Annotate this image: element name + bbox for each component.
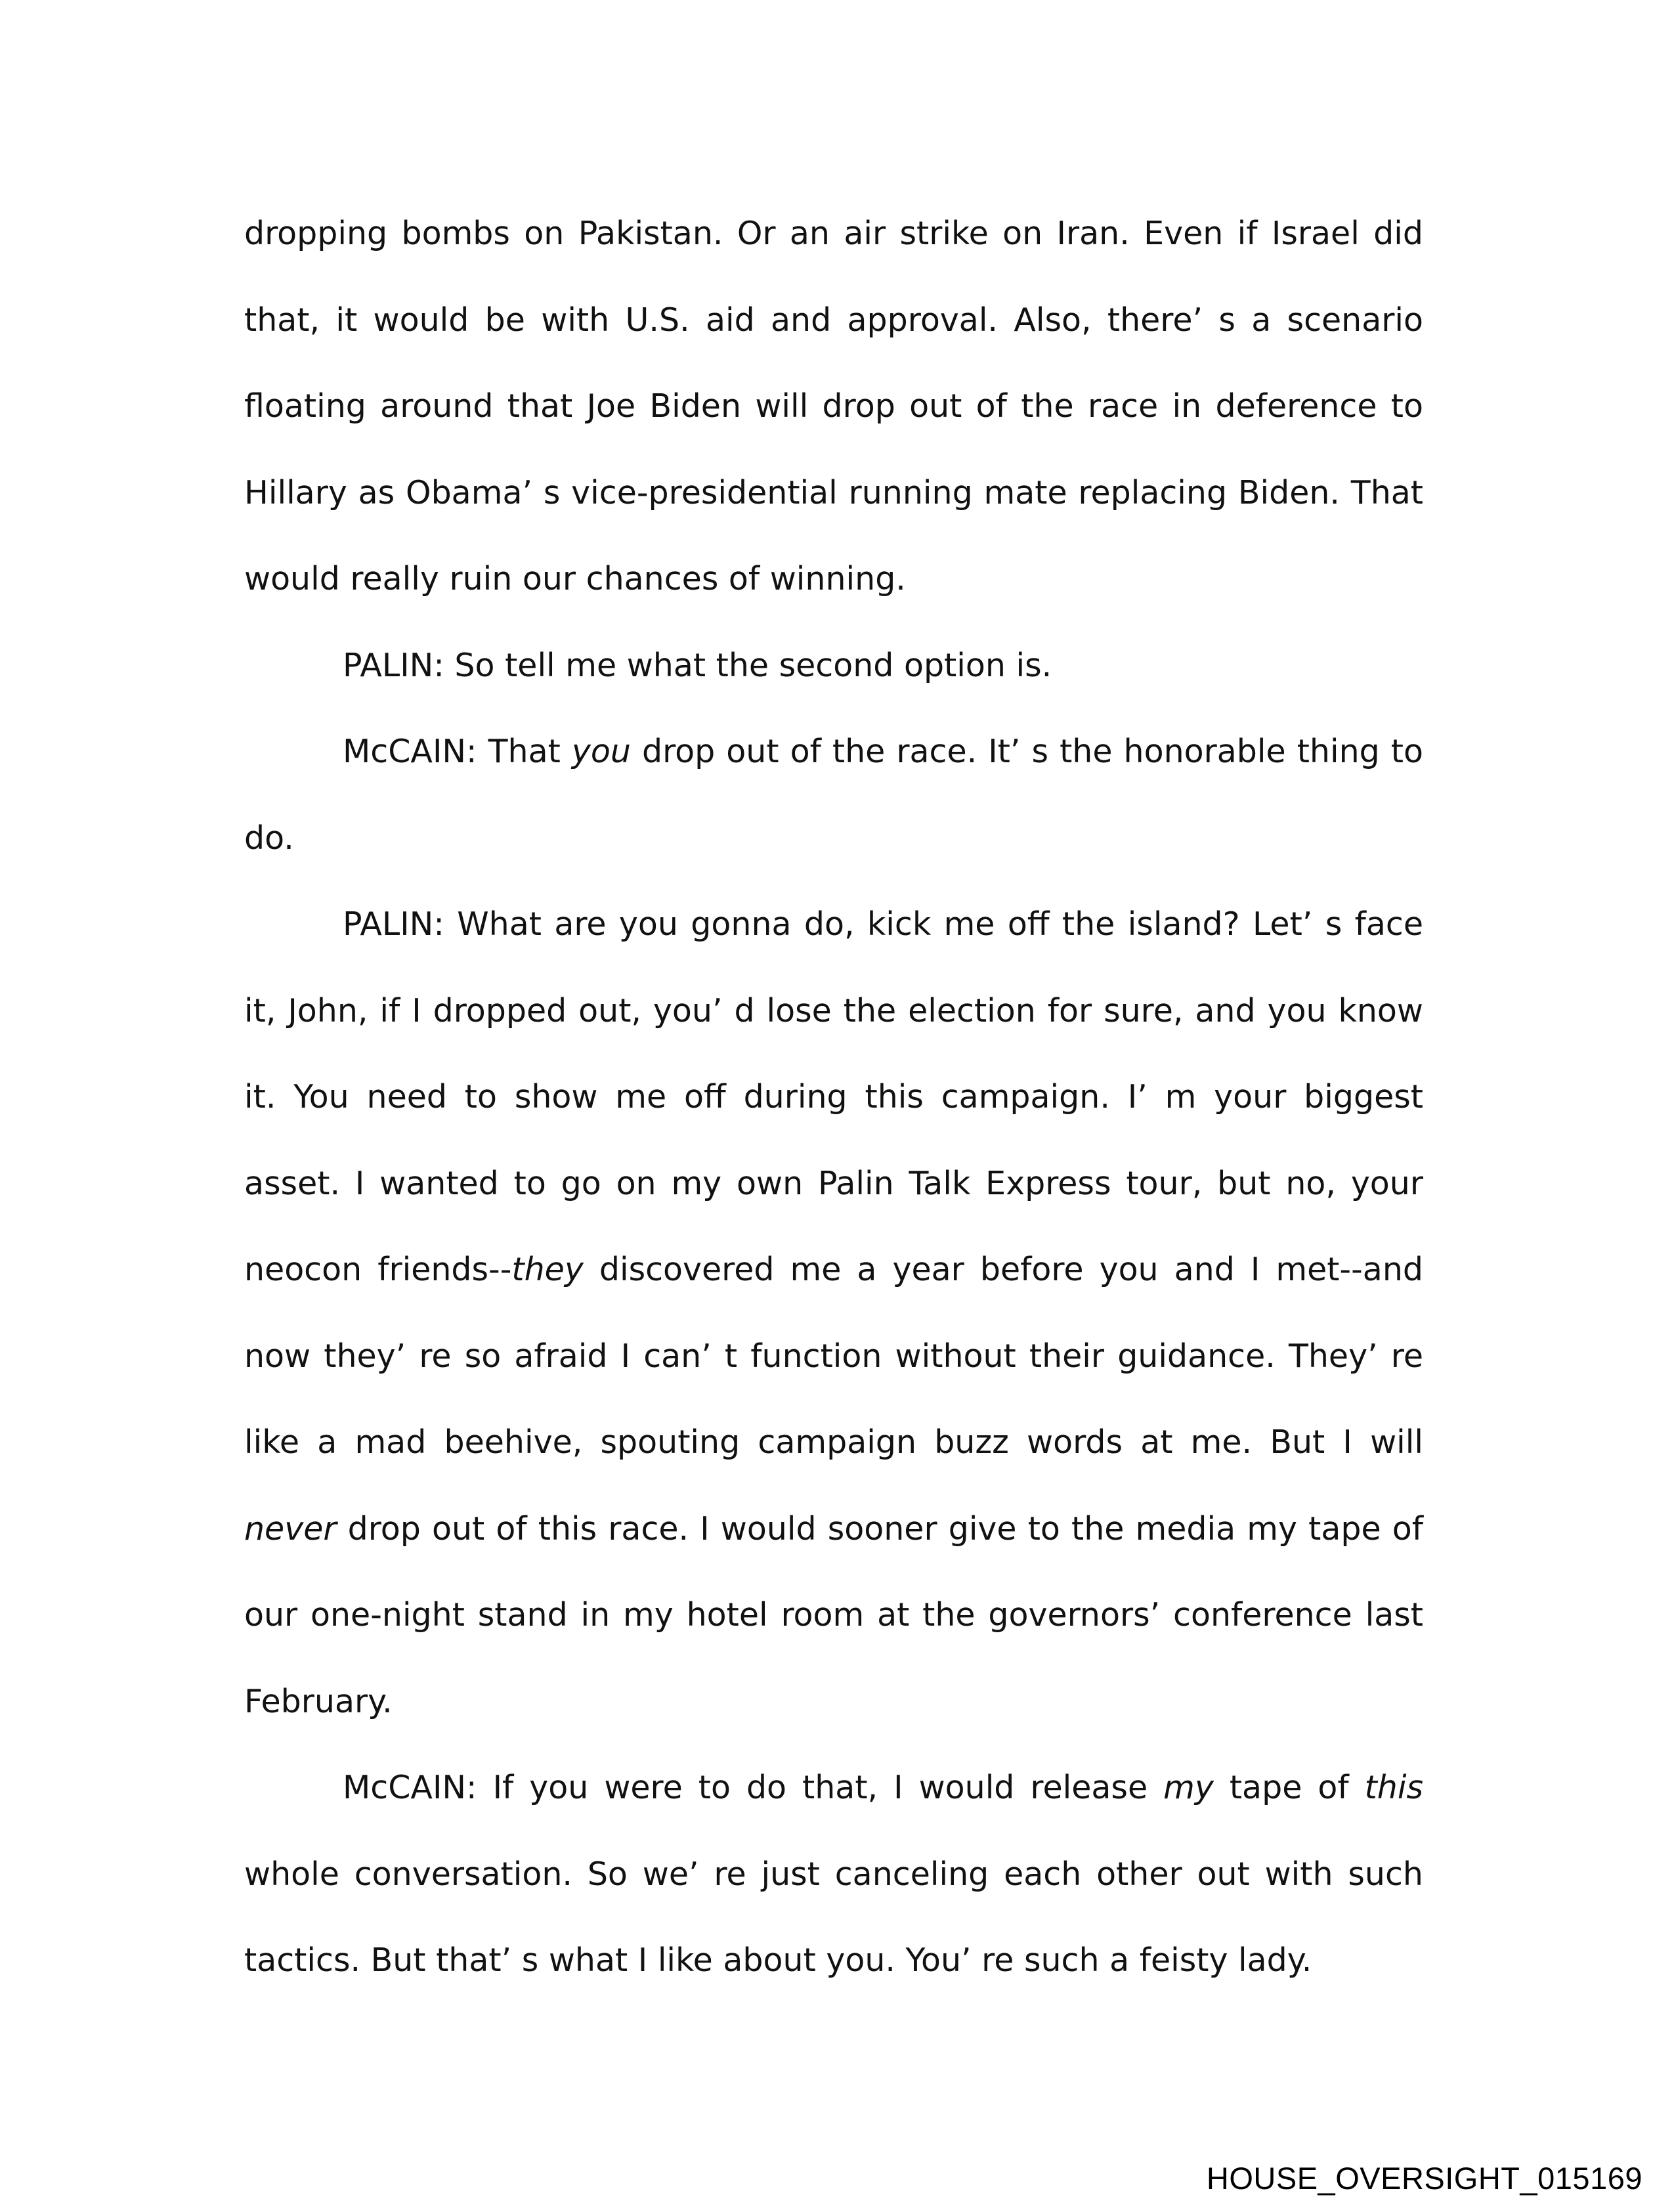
emphasis-text: they [511, 1251, 584, 1288]
paragraph-1 [244, 190, 1423, 622]
paragraph-5 [244, 1745, 1423, 2004]
paragraph-2 [244, 622, 1423, 709]
paragraph-4 [244, 881, 1423, 1745]
paragraph-text: dropping bombs on Pakistan. Or an air strike on Iran. Even if Israel did that, it would be with U.S. aid and approval. Also, there’ s a scenario floating around that Joe Biden will drop out of the race in deference to Hillary as Obama’ s vice-presidential running mate replacing Biden. That would really ruin our chances of winning. [244, 215, 1423, 597]
paragraph-text: drop out of the race. It’ s the honorable thing to do. [244, 733, 1423, 857]
paragraph-text: McCAIN: If you were to do that, I would release [343, 1769, 1164, 1806]
paragraph-text: whole conversation. So we’ re just canceling each other out with such tactics. But that’ s what I like about you. You’ re such a feisty lady. [244, 1855, 1423, 1979]
emphasis-text: this [1364, 1769, 1423, 1806]
body-text [244, 190, 1423, 2004]
emphasis-text: never [244, 1509, 337, 1548]
paragraph-text: discovered me a year before you and I met--and now they’ re so afraid I can’ t function without their guidance. They’ re like a mad beehive, spouting campaign buzz words at me. But I will [244, 1251, 1423, 1461]
paragraph-3 [244, 708, 1423, 881]
document-id-footer: HOUSE_OVERSIGHT_015169 [1206, 2161, 1642, 2196]
emphasis-text: my [1163, 1769, 1214, 1806]
paragraph-text: McCAIN: That [343, 733, 572, 770]
emphasis-text: you [571, 733, 631, 770]
paragraph-text: PALIN: So tell me what the second option is. [343, 646, 1052, 684]
paragraph-text: tape of [1213, 1769, 1365, 1806]
paragraph-text: drop out of this race. I would sooner give to the media my tape of our one-night stand in my hotel room at the governors’ conference last February. [244, 1509, 1423, 1720]
paragraph-text: PALIN: What are you gonna do, kick me off the island? Let’ s face it, John, if I dropped out, you’ d lose the election for sure, and you know it. You need to show me off during this campaign. I’ m your biggest asset. I wanted to go on my own Palin Talk Express tour, but no, your neocon friends-- [244, 905, 1423, 1288]
